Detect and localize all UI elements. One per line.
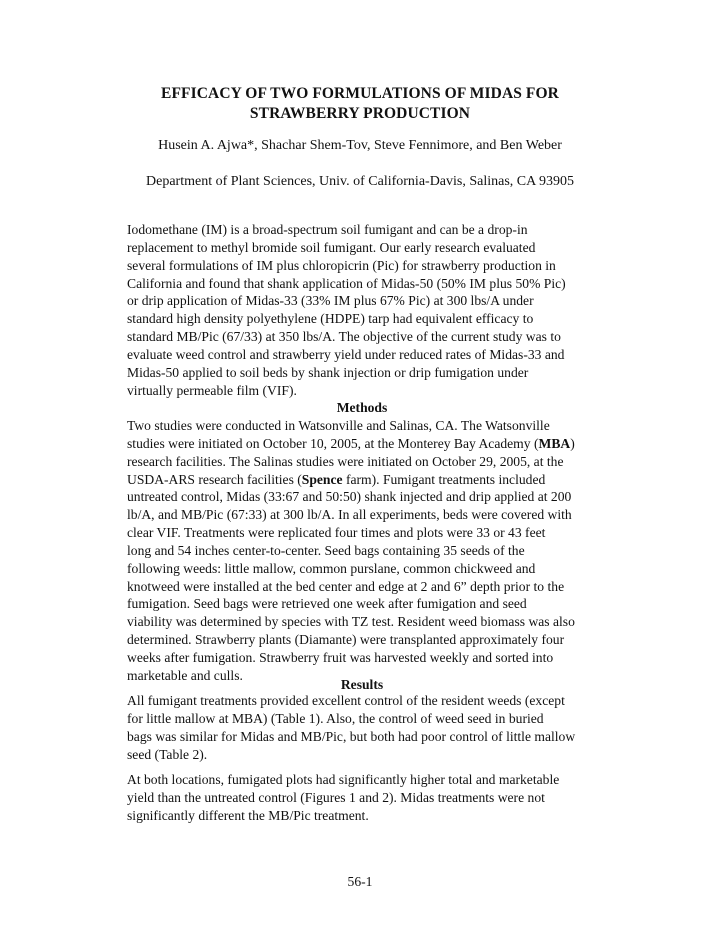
- intro-line: evaluate weed control and strawberry yield under reduced rates of Midas-33 and: [127, 346, 565, 362]
- title-line-1: EFFICACY OF TWO FORMULATIONS OF MIDAS FOR: [161, 85, 559, 102]
- location-code-spence: Spence: [301, 471, 343, 487]
- methods-line: Two studies were conducted in Watsonville and Salinas, CA. The Watsonville: [127, 418, 550, 433]
- methods-line: weeks after fumigation. Strawberry fruit was harvested weekly and sorted into: [127, 649, 554, 665]
- methods-line: research facilities. The Salinas studies were initiated on October 29, 2005, at the: [127, 453, 564, 469]
- intro-line: California and found that shank application of Midas-50 (50% IM plus 50% Pic): [127, 275, 566, 291]
- results-heading: Results: [340, 677, 384, 692]
- paper-title: [100, 84, 620, 124]
- methods-line: lb/A, and MB/Pic (67:33) at 300 lb/A. In all experiments, beds were covered with: [127, 507, 572, 523]
- results-line: for little mallow at MBA) (Table 1). Also, the control of weed seed in buried: [127, 710, 544, 726]
- methods-line: viability was determined by species with TZ test. Resident weed biomass was also: [127, 614, 575, 630]
- methods-heading: Methods: [336, 400, 388, 415]
- results-line: bags was similar for Midas and MB/Pic, but both had poor control of little mallow: [127, 728, 576, 744]
- results-line: yield than the untreated control (Figures 1 and 2). Midas treatments were not: [127, 789, 545, 805]
- title-line-2: STRAWBERRY PRODUCTION: [249, 105, 471, 122]
- location-code-mba: MBA: [538, 435, 571, 451]
- intro-paragraph: [127, 221, 597, 399]
- methods-line: [127, 435, 597, 453]
- intro-line: Midas-50 applied to soil beds by shank injection or drip fumigation under: [127, 364, 529, 380]
- methods-line: marketable and culls.: [127, 667, 243, 683]
- methods-paragraph: [127, 417, 597, 685]
- results-line: seed (Table 2).: [127, 746, 208, 762]
- methods-line: untreated control, Midas (33:67 and 50:50) shank injected and drip applied at 200: [127, 489, 572, 505]
- intro-line: replacement to methyl bromide soil fumigant. Our early research evaluated: [127, 239, 536, 255]
- intro-line: virtually permeable film (VIF).: [127, 382, 297, 398]
- methods-text: USDA-ARS research facilities (: [127, 471, 302, 487]
- results-paragraph-2: [127, 771, 597, 825]
- methods-line: knotweed were installed at the bed center and edge at 2 and 6” depth prior to the: [127, 578, 565, 594]
- intro-line: several formulations of IM plus chloropicrin (Pic) for strawberry production in: [127, 257, 556, 273]
- intro-line: standard high density polyethylene (HDPE) tarp had equivalent efficacy to: [127, 311, 534, 327]
- results-paragraph-1: [127, 692, 597, 763]
- methods-line: fumigation. Seed bags were retrieved one week after fumigation and seed: [127, 596, 527, 612]
- affiliation: Department of Plant Sciences, Univ. of California-Davis, Salinas, CA 93905: [146, 174, 574, 189]
- author-list: Husein A. Ajwa*, Shachar Shem-Tov, Steve Fennimore, and Ben Weber: [158, 138, 562, 153]
- methods-text: studies were initiated on October 10, 2005, at the Monterey Bay Academy (: [127, 435, 539, 451]
- results-line: significantly different the MB/Pic treatment.: [127, 807, 369, 823]
- results-line: At both locations, fumigated plots had significantly higher total and marketable: [127, 772, 560, 787]
- intro-line: Iodomethane (IM) is a broad-spectrum soil fumigant and can be a drop-in: [127, 222, 528, 237]
- page-number: 56-1: [347, 874, 373, 889]
- methods-line: [127, 471, 597, 489]
- results-line: All fumigant treatments provided excellent control of the resident weeds (except: [127, 693, 565, 708]
- methods-text: farm). Fumigant treatments included: [342, 471, 546, 487]
- methods-line: clear VIF. Treatments were replicated four times and plots were 33 or 43 feet: [127, 525, 546, 541]
- intro-line: standard MB/Pic (67/33) at 350 lbs/A. The objective of the current study was to: [127, 329, 561, 345]
- methods-line: following weeds: little mallow, common purslane, common chickweed and: [127, 560, 536, 576]
- intro-line: or drip application of Midas-33 (33% IM plus 67% Pic) at 300 lbs/A under: [127, 293, 534, 309]
- methods-line: long and 54 inches center-to-center. Seed bags containing 35 seeds of the: [127, 542, 525, 558]
- methods-line: determined. Strawberry plants (Diamante) were transplanted approximately four: [127, 632, 565, 648]
- methods-text: ): [570, 435, 575, 451]
